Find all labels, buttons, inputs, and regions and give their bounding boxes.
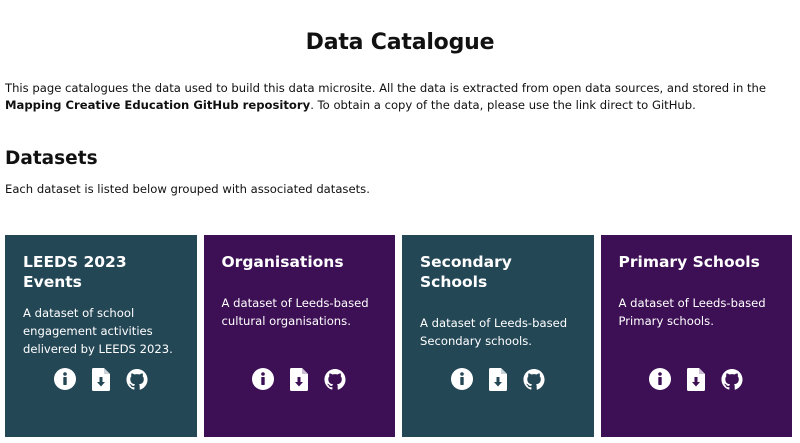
file-download-icon[interactable] — [288, 367, 310, 391]
github-icon[interactable] — [324, 367, 346, 391]
github-icon[interactable] — [523, 367, 545, 391]
file-download-icon[interactable] — [487, 367, 509, 391]
card-description: A dataset of school engagement activities delivered by LEEDS 2023. — [23, 306, 173, 356]
dataset-card-primary-schools — [601, 235, 793, 437]
github-icon[interactable] — [126, 367, 148, 391]
dataset-cards — [5, 235, 792, 437]
dataset-card-organisations — [204, 235, 396, 437]
card-title: Primary Schools — [618, 253, 760, 271]
info-icon[interactable] — [252, 367, 274, 391]
card-description: A dataset of Leeds-based Primary schools. — [618, 296, 766, 328]
datasets-heading: Datasets — [5, 148, 98, 169]
dataset-card-secondary-schools — [402, 235, 594, 437]
card-description: A dataset of Leeds-based cultural organisations. — [221, 296, 369, 328]
card-actions — [204, 367, 396, 391]
card-actions — [5, 367, 197, 391]
dataset-card-leeds-2023-events — [5, 235, 197, 437]
intro-text-after: . To obtain a copy of the data, please use the link direct to GitHub. — [310, 98, 696, 112]
card-description: A dataset of Leeds-based Secondary schools. — [420, 316, 568, 348]
info-icon[interactable] — [54, 367, 76, 391]
card-actions — [402, 367, 594, 391]
card-title: LEEDS 2023 Events — [23, 253, 127, 291]
card-actions — [601, 367, 793, 391]
info-icon[interactable] — [451, 367, 473, 391]
github-repository-link[interactable]: Mapping Creative Education GitHub repository — [5, 98, 311, 112]
intro-paragraph — [5, 80, 785, 114]
file-download-icon[interactable] — [90, 367, 112, 391]
file-download-icon[interactable] — [685, 367, 707, 391]
intro-text-before: This page catalogues the data used to build this data microsite. All the data is extracted from open data sources, and stored in the — [5, 81, 767, 95]
datasets-description: Each dataset is listed below grouped with associated datasets. — [5, 182, 370, 196]
github-icon[interactable] — [721, 367, 743, 391]
info-icon[interactable] — [649, 367, 671, 391]
card-title: Organisations — [221, 253, 344, 271]
card-title: Secondary Schools — [420, 253, 512, 291]
page-title: Data Catalogue — [305, 30, 495, 55]
